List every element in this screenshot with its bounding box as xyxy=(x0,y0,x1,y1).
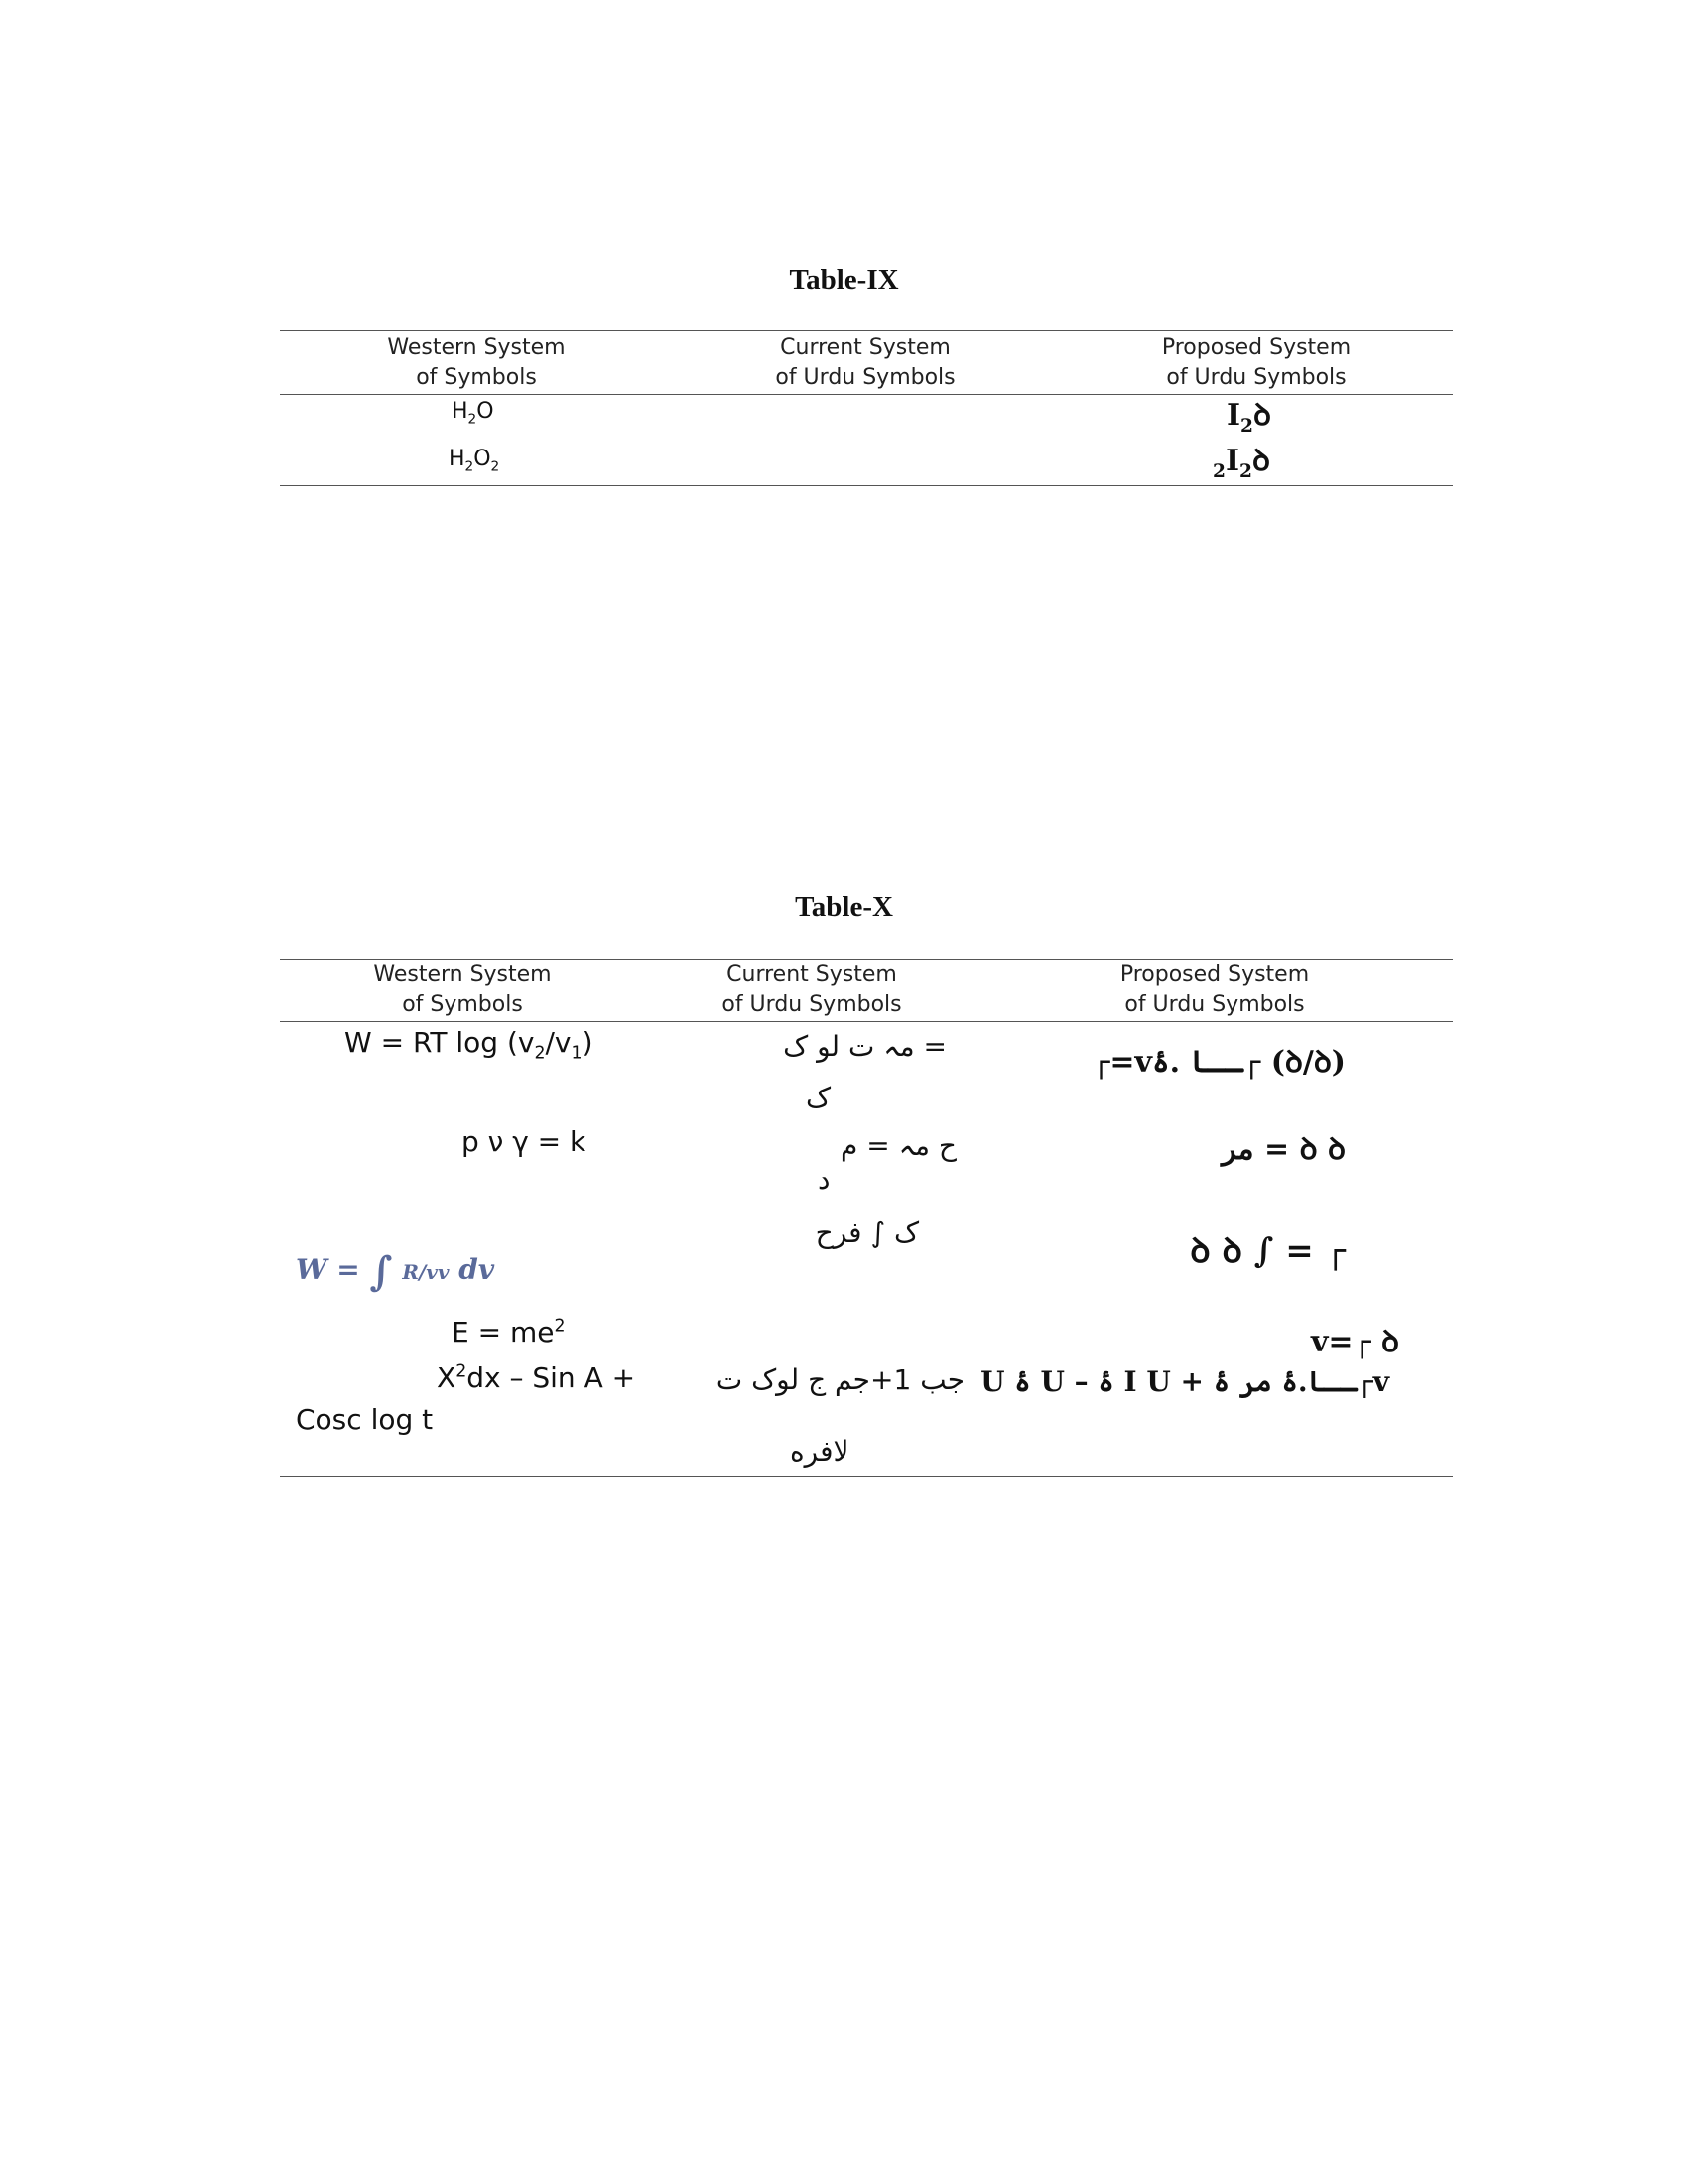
table-x-row5-current: جب 1+جم ج لوک ت xyxy=(715,1363,965,1396)
table-x-row4-proposed: v=┌ ꝺ xyxy=(1310,1325,1399,1359)
header-line: Western System xyxy=(373,963,552,987)
urdu-line: = مہ ت لو ک xyxy=(783,1030,947,1063)
table-ix-header-current xyxy=(716,333,1014,393)
table-x-row2-western: p ν γ = k xyxy=(461,1125,586,1158)
header-line: of Urdu Symbols xyxy=(1166,365,1347,390)
table-x-row4-western: $E = me^2$ xyxy=(452,1316,566,1349)
table-x-row1-proposed: (ꝺ/ꝺ) ┌ــا .ۂv=┌ xyxy=(1092,1045,1346,1080)
table-x-top-rule xyxy=(280,959,1453,960)
table-ix-row1-proposed: $I_2ꝺ$ xyxy=(1227,398,1271,437)
header-line: of Urdu Symbols xyxy=(775,365,956,390)
table-x-row5-western-line2: Cosc log t xyxy=(296,1403,434,1436)
table-ix-row2-western: $H_2O_2$ xyxy=(449,447,500,475)
header-line: Western System xyxy=(387,335,566,360)
table-x-row2-current-line2: د xyxy=(818,1163,831,1196)
header-line: of Urdu Symbols xyxy=(721,992,902,1017)
table-ix-row1-western: $H_2O$ xyxy=(452,399,494,428)
table-x-row5-current-line2: لافره xyxy=(790,1435,849,1468)
table-x-row5-western: $X^2dx$ – Sin A + xyxy=(437,1361,636,1394)
table-x-header-rule xyxy=(280,1021,1453,1022)
table-x-row3-western: W = ∫ R/vv dv xyxy=(296,1248,495,1295)
table-ix-header-proposed xyxy=(1107,333,1405,393)
header-line: of Symbols xyxy=(402,992,523,1017)
table-ix-bottom-rule xyxy=(280,485,1453,486)
table-x-row2-current: ح مہ = م xyxy=(841,1129,957,1162)
table-x-row1-current-line2: ک xyxy=(806,1082,832,1114)
table-ix-header-western xyxy=(327,333,625,393)
header-line: Current System xyxy=(726,963,897,987)
table-x-row2-proposed: ꝺ ꝺ = مر xyxy=(1221,1132,1346,1167)
table-ix-title: Table-IX xyxy=(789,264,899,296)
table-x-header-western xyxy=(314,961,611,1020)
table-ix-row2-proposed: $_2I_2ꝺ$ xyxy=(1213,444,1270,482)
table-x-row5-proposed: v┌ــا.ۂ مر ۂ + I U ۂ – U ۂ U xyxy=(980,1365,1389,1398)
header-line: of Urdu Symbols xyxy=(1124,992,1305,1017)
table-x-row3-current: ک ∫ فرح xyxy=(815,1217,919,1249)
table-x-row1-current xyxy=(677,1030,947,1063)
table-x-bottom-rule xyxy=(280,1476,1453,1477)
table-ix-header-rule xyxy=(280,394,1453,395)
table-x-header-proposed xyxy=(1066,961,1363,1020)
table-x-title: Table-X xyxy=(795,891,893,923)
table-ix-top-rule xyxy=(280,330,1453,331)
table-x-row3-proposed: ┌ = ∫ ꝺ ꝺ xyxy=(1190,1231,1346,1271)
header-line: Proposed System xyxy=(1119,963,1310,987)
table-x-row1-western: W = RT $\log (v_2/v_1)$ xyxy=(344,1026,593,1064)
header-line: of Symbols xyxy=(416,365,537,390)
header-line: Proposed System xyxy=(1161,335,1352,360)
table-x-header-current xyxy=(663,961,961,1020)
header-line: Current System xyxy=(780,335,951,360)
